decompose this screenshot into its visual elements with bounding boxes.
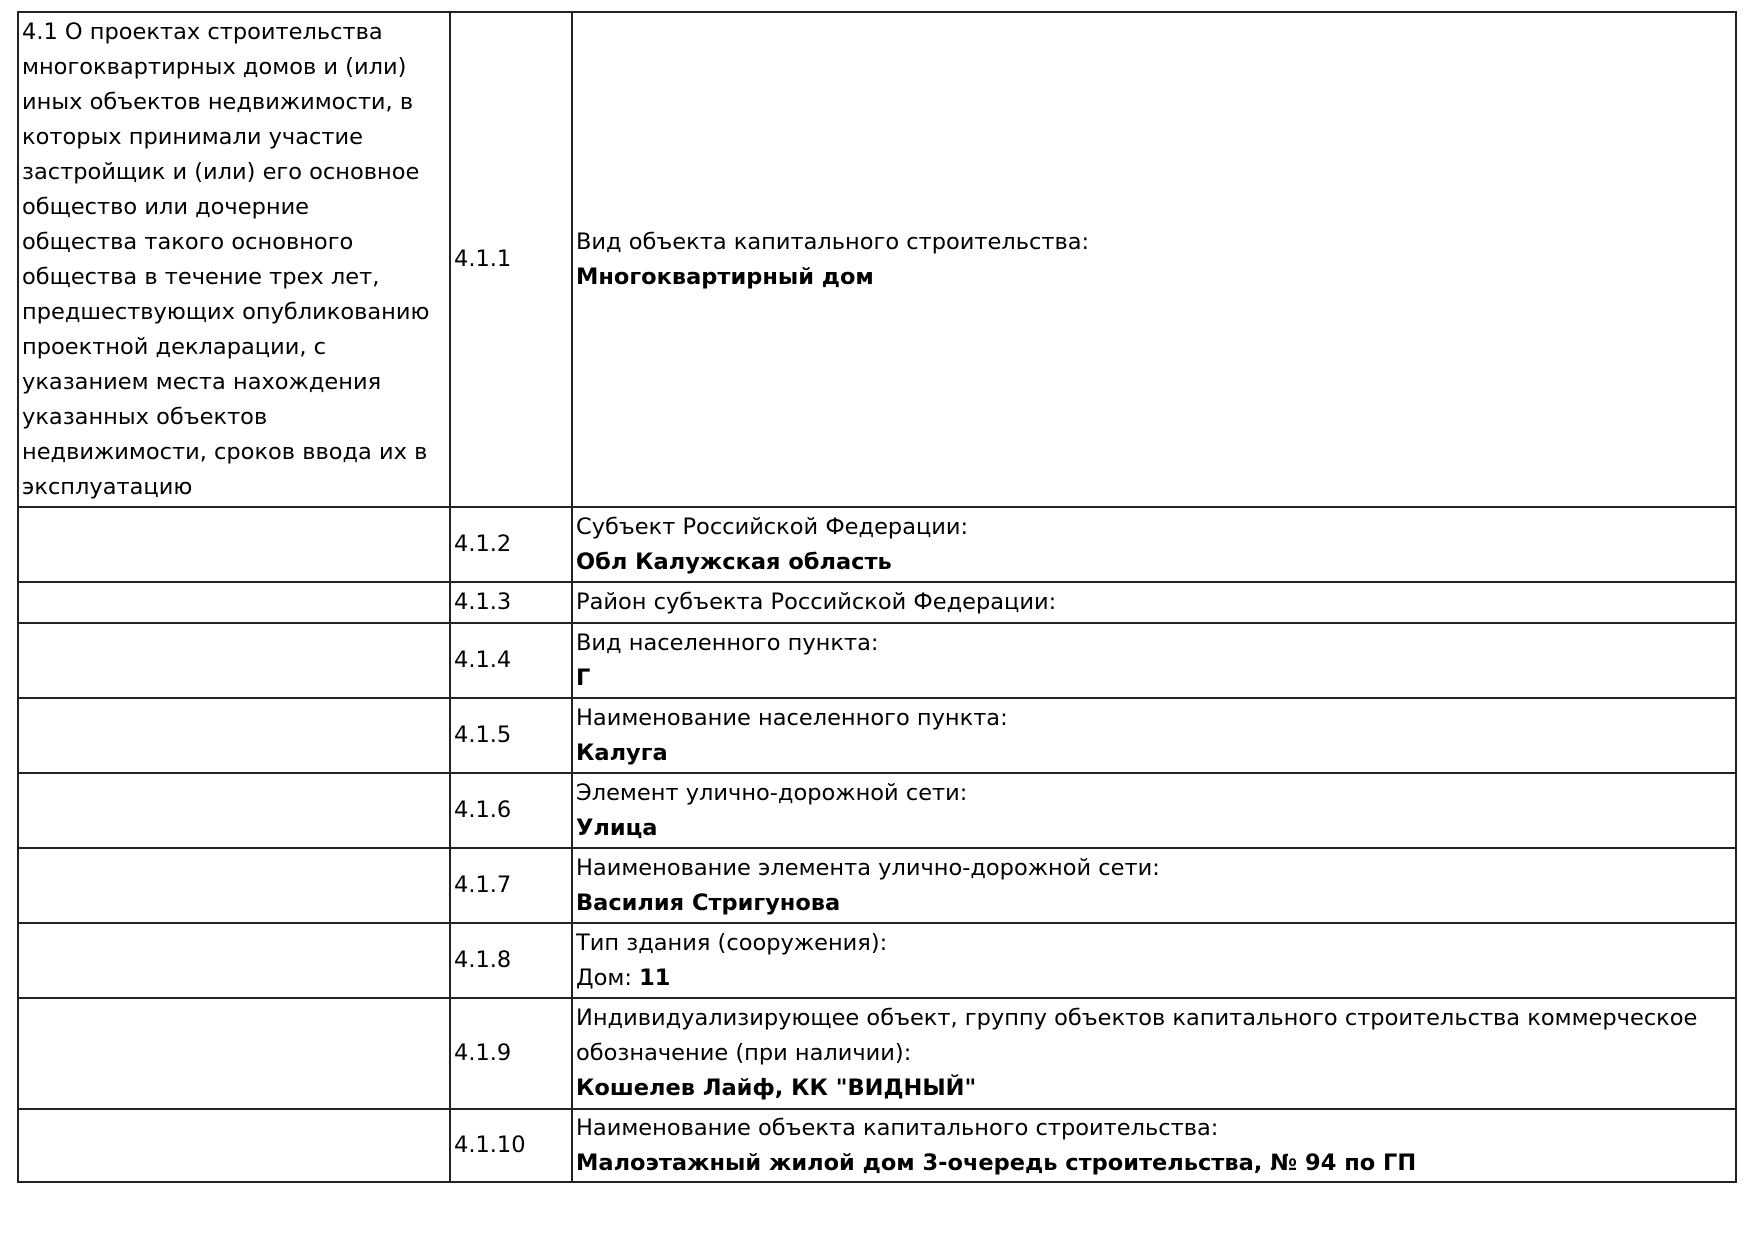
row-label: Субъект Российской Федерации: <box>576 513 969 540</box>
section-title: 4.1 О проектах строительства многоквартирных домов и (или) иных объектов недвижимости, в которых принимали участие застройщик и (или) его основное общество или дочерние общества такого основного общества в течение трех лет, предшествующих опубликованию проектной декларации, с указанием места нахождения указанных объектов недвижимости, сроков ввода их в эксплуатацию <box>18 12 450 507</box>
row-value: Улица <box>576 814 658 841</box>
row-label: Наименование элемента улично-дорожной сети: <box>576 854 1160 881</box>
row-value: Василия Стригунова <box>576 889 841 916</box>
table-row <box>18 773 1736 848</box>
row-number: 4.1.7 <box>450 848 572 923</box>
row-value: Малоэтажный жилой дом 3-очередь строительства, № 94 по ГП <box>576 1149 1417 1176</box>
row-value: Кошелев Лайф, КК "ВИДНЫЙ" <box>576 1075 977 1101</box>
empty-cell <box>18 998 450 1109</box>
empty-cell <box>18 1109 450 1182</box>
row-value: Калуга <box>576 739 668 766</box>
empty-cell <box>18 507 450 582</box>
empty-cell <box>18 582 450 623</box>
row-content <box>572 1109 1736 1182</box>
table-row <box>18 998 1736 1109</box>
row-label: Индивидуализирующее объект, группу объектов капитального строительства коммерческое обозначение (при наличии): <box>576 1005 1698 1066</box>
row-number: 4.1.6 <box>450 773 572 848</box>
declaration-table <box>17 11 1737 1183</box>
empty-cell <box>18 623 450 698</box>
row-value: Обл Калужская область <box>576 548 892 575</box>
row-label: Наименование населенного пункта: <box>576 704 1008 731</box>
row-value: 11 <box>639 964 671 991</box>
row-content <box>572 698 1736 773</box>
row-label: Тип здания (сооружения): <box>576 929 888 956</box>
row-value: Г <box>576 664 591 691</box>
row-number: 4.1.2 <box>450 507 572 582</box>
row-content <box>572 773 1736 848</box>
row-number: 4.1.9 <box>450 998 572 1109</box>
row-label: Вид населенного пункта: <box>576 629 879 656</box>
row-content <box>572 623 1736 698</box>
empty-cell <box>18 773 450 848</box>
row-label: Элемент улично-дорожной сети: <box>576 779 968 806</box>
row-content <box>572 582 1736 623</box>
row-content <box>572 848 1736 923</box>
empty-cell <box>18 848 450 923</box>
row-number: 4.1.4 <box>450 623 572 698</box>
row-number: 4.1.8 <box>450 923 572 998</box>
row-value-prefix: Дом: <box>576 964 640 991</box>
table-row <box>18 623 1736 698</box>
row-content <box>572 923 1736 998</box>
row-content <box>572 12 1736 507</box>
table-row <box>18 923 1736 998</box>
row-value: Многоквартирный дом <box>576 263 874 290</box>
row-label: Район субъекта Российской Федерации: <box>576 589 1057 615</box>
row-label: Наименование объекта капитального строительства: <box>576 1114 1219 1141</box>
row-label: Вид объекта капитального строительства: <box>576 228 1090 255</box>
row-number: 4.1.1 <box>450 12 572 507</box>
empty-cell <box>18 923 450 998</box>
table-row <box>18 507 1736 582</box>
table-row <box>18 12 1736 507</box>
row-content <box>572 998 1736 1109</box>
row-content <box>572 507 1736 582</box>
row-number: 4.1.10 <box>450 1109 572 1182</box>
table-row <box>18 582 1736 623</box>
table-row <box>18 1109 1736 1182</box>
table-row <box>18 698 1736 773</box>
row-number: 4.1.5 <box>450 698 572 773</box>
row-number: 4.1.3 <box>450 582 572 623</box>
empty-cell <box>18 698 450 773</box>
table-row <box>18 848 1736 923</box>
